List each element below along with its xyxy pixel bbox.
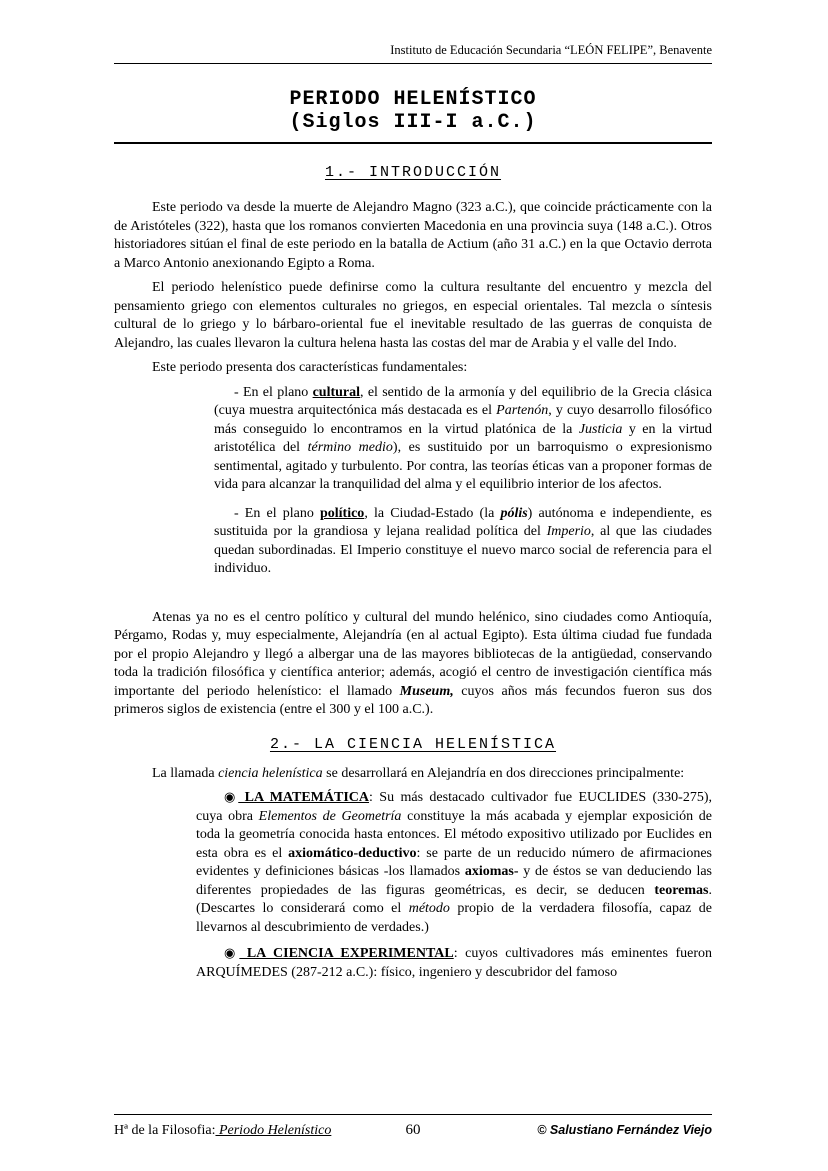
- text-segment: Imperio: [546, 524, 591, 539]
- document-title-line1: PERIODO HELENÍSTICO: [289, 88, 537, 111]
- text-segment: término medio: [307, 440, 393, 455]
- header-rule: [114, 63, 712, 64]
- text-segment: , al que las ciudades quedan subordinadas. El Imperio constituye el nuevo marco social de referencia para el individuo.: [214, 524, 712, 576]
- text-segment: : se parte de un reducido número de afirmaciones evidentes y definiciones básicas -los llamados: [196, 845, 712, 879]
- paragraph-plano-politico: [214, 505, 712, 579]
- text-segment: Este periodo presenta dos características fundamentales:: [152, 360, 468, 375]
- text-segment: y de éstos se van deduciendo las diferentes propiedades de las figuras geométricas, es decir, se deducen: [196, 864, 712, 898]
- text-segment: El periodo helenístico puede definirse como la cultura resultante del encuentro y mezcla del pensamiento griego con elementos culturales no griegos, en especial orientales. Tal mezcla o síntesis cultural de lo griego y lo bárbaro-oriental fue el inevitable resultado de las guerras de conquista de Alejandro, las cuales llevaron la cultura helena hasta las costas del mar de Arabia y el valle del Indo.: [114, 280, 712, 351]
- text-segment: ciencia helenística: [218, 765, 323, 781]
- text-segment: constituye la más acabada y ejemplar exposición de toda la geometría conocida hasta entonces. El método expositivo utilizado por Euclides en esta obra es el: [196, 808, 712, 861]
- footer-course-title: [114, 1123, 406, 1139]
- text-segment: teoremas: [654, 882, 709, 898]
- text-segment: ◉: [224, 790, 239, 805]
- text-segment: , y cuyo desarrollo filosófico más conseguido lo encontramos en la virtud platónica de la: [214, 403, 713, 437]
- text-segment: y en la virtud aristotélica del: [214, 421, 712, 455]
- text-segment: axiomático-deductivo: [288, 845, 417, 861]
- text-segment: ), es sustituido por un barroquismo o expresionismo sentimental, agitado y turbulento. Por contra, las teorías éticas van a proponer formas de vida para alcanzar la tranquilidad del alma y el equilibrio interior de los afectos.: [214, 440, 712, 492]
- paragraph-la-matematica: [196, 789, 712, 937]
- text-segment: Museum,: [399, 683, 454, 699]
- title-rule: [114, 142, 712, 144]
- paragraph-caracteristicas-intro: [114, 359, 712, 378]
- section2-heading: [114, 736, 712, 753]
- text-segment: Este periodo va desde la muerte de Alejandro Magno (323 a.C.), que coincide prácticamente con la de Aristóteles (322), hasta que los romanos convierten Macedonia en una provincia suya (148 a.C.). Otros historiadores sitúan el final de este periodo en la batalla de Actium (año 31 a.C.) en la que Octavio derrota a Marco Antonio anexionando Egipto a Roma.: [114, 200, 712, 271]
- text-segment: se desarrollará en Alejandría en dos direcciones principalmente:: [322, 765, 685, 781]
- text-segment: LA CIENCIA EXPERIMENTAL: [239, 946, 454, 961]
- text-segment: Elementos de Geometría: [258, 808, 402, 824]
- page-footer: [114, 1114, 712, 1139]
- paragraph-definicion-helenistico: [114, 279, 712, 353]
- text-segment: . (Descartes lo considerará como el: [196, 882, 712, 916]
- page-number: 60: [405, 1122, 421, 1138]
- text-segment: Justicia: [578, 421, 623, 437]
- text-segment: - En el plano: [234, 505, 320, 521]
- paragraph-periodo-fechas: [114, 199, 712, 273]
- institution-name: Instituto de Educación Secundaria “LEÓN FELIPE”, Benavente: [390, 43, 712, 57]
- text-segment: Hª de la Filosofia:: [114, 1123, 216, 1138]
- section1-heading-text: 1.- INTRODUCCIÓN: [324, 164, 502, 181]
- text-segment: Atenas ya no es el centro político y cultural del mundo helénico, sino ciudades como Antioquía, Pérgamo, Rodas y, muy especialmente, Alejandría (en al actual Egipto). Esta última ciudad fue fundada por el propio Alejandro y llegó a albergar una de las mayores bibliotecas de la antigüedad, conservando toda la tradición filosófica y científica anterior; además, acogió el centro de investigación científica más importante del periodo helenístico: el llamado: [114, 609, 712, 699]
- document-title: [114, 88, 712, 134]
- text-segment: político: [319, 505, 365, 521]
- text-segment: - En el plano: [234, 384, 313, 400]
- section1-heading: [114, 164, 712, 181]
- text-segment: axiomas-: [464, 864, 519, 879]
- paragraph-plano-cultural: [214, 384, 712, 495]
- text-segment: método: [408, 901, 450, 916]
- text-segment: cultural: [312, 384, 361, 400]
- text-segment: ◉: [224, 946, 240, 961]
- text-segment: La llamada: [152, 765, 219, 781]
- text-segment: , el sentido de la armonía y del equilibrio de la Grecia clásica (cuya muestra arquitectónica más destacada es el: [214, 384, 713, 418]
- section2-heading-text: 2.- LA CIENCIA HELENÍSTICA: [269, 735, 557, 753]
- text-segment: Periodo Helenístico: [215, 1123, 332, 1138]
- text-segment: propio de la verdadera filosofía, capaz de llevarnos al descubrimiento de verdades.): [196, 901, 712, 935]
- text-segment: LA MATEMÁTICA: [238, 790, 370, 805]
- paragraph-ciencia-intro: [114, 765, 712, 784]
- text-segment: : Su más destacado cultivador fue EUCLIDES (330-275), cuya obra: [196, 790, 712, 824]
- paragraph-atenas-alejandria: [114, 609, 712, 720]
- text-segment: pólis: [500, 505, 528, 521]
- footer-author: © Salustiano Fernández Viejo: [537, 1123, 712, 1137]
- text-segment: : cuyos cultivadores más eminentes fueron ARQUÍMEDES (287-212 a.C.): físico, ingeniero y descubridor del famoso: [196, 946, 713, 980]
- text-segment: Partenón: [496, 403, 549, 418]
- text-segment: , la Ciudad-Estado (la: [364, 505, 501, 521]
- document-title-line2: (Siglos III-I a.C.): [289, 111, 537, 134]
- text-segment: ) autónoma e independiente, es sustituida por la grandiosa y lejana realidad política del: [214, 505, 712, 539]
- text-segment: cuyos años más fecundos fueron sus dos primeros siglos de existencia (entre el 300 y el 100 a.C.).: [114, 683, 712, 717]
- paragraph-ciencia-experimental: [196, 945, 712, 982]
